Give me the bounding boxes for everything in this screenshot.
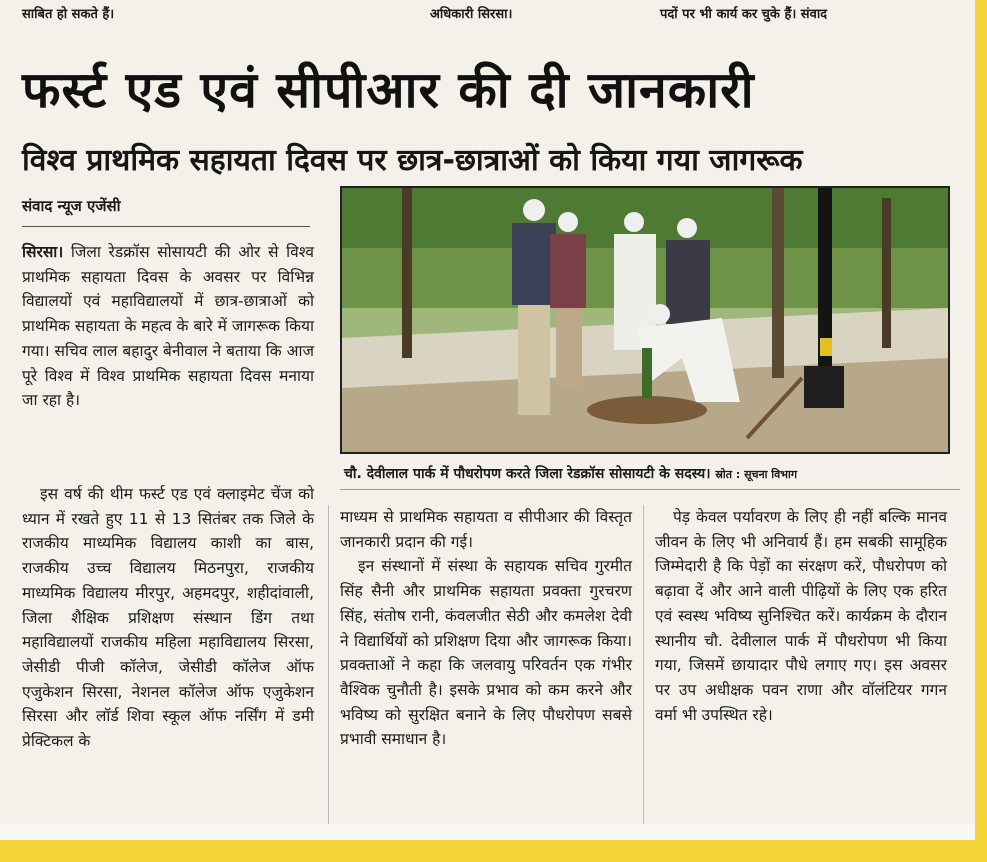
- column-divider: [328, 505, 329, 825]
- top-fragment-middle: अधिकारी सिरसा।: [430, 7, 513, 22]
- paragraph-2: इस वर्ष की थीम फर्स्ट एड एवं क्लाइमेट चेंज को ध्यान में रखते हुए 11 से 13 सितंबर तक जिले के राजकीय माध्यमिक विद्यालय काशी का बास, राजकीय उच्च विद्यालय मिठनपुरा, राजकीय माध्यमिक विद्यालय मीरपुर, अहमदपुर, शहीदांवाली, जिला शैक्षिक प्रशिक्षण संस्थान डिंग तथा महाविद्यालयों राजकीय महिला महाविद्यालय सिरसा, जेसीडी पीजी कॉलेज, जेसीडी कॉलेज ऑफ एजुकेशन सिरसा, नेशनल कॉलेज ऑफ एजुकेशन सिरसा और लॉर्ड शिवा स्कूल ऑफ नर्सिंग में डमी प्रेक्टिकल के: [22, 485, 314, 751]
- paragraph-5: पेड़ केवल पर्यावरण के लिए ही नहीं बल्कि मानव जीवन के लिए भी अनिवार्य हैं। हम सबकी सामूहिक जिम्मेदारी है कि पेड़ों का संरक्षण करें, पौधरोपण को बढ़ावा दें और आने वाली पीढ़ियों के लिए एक हरित एवं स्वस्थ भविष्य सुनिश्चित करें। कार्यक्रम के दौरान स्थानीय चौ. देवीलाल पार्क में पौधरोपण भी किया गया, जिसमें छायादार पौधे लगाए गए। इस अवसर पर उप अधीक्षक पवन राणा और वॉलंटियर गगन वर्मा भी उपस्थित रहे।: [655, 508, 947, 724]
- byline: संवाद न्यूज एजेंसी: [22, 197, 121, 215]
- column-divider: [643, 505, 644, 825]
- paragraph-3: माध्यम से प्राथमिक सहायता व सीपीआर की विस्तृत जानकारी प्रदान की गई।: [340, 508, 632, 551]
- dateline: सिरसा।: [22, 243, 64, 261]
- photo-caption: [340, 458, 960, 490]
- right-border: [975, 0, 987, 862]
- top-fragment-right: पदों पर भी कार्य कर चुके हैं। संवाद: [660, 7, 828, 22]
- subheadline: विश्व प्राथमिक सहायता दिवस पर छात्र-छात्राओं को किया गया जागरूक: [22, 143, 803, 178]
- paragraph-4: इन संस्थानों में संस्था के सहायक सचिव गुरमीत सिंह सैनी और प्राथमिक सहायता प्रवक्ता गुरचरण सिंह, संतोष रानी, कंवलजीत सेठी और कमलेश देवी ने विद्यार्थियों को प्रशिक्षण दिया और जागरूक किया। प्रवक्ताओं ने कहा कि जलवायु परिवर्तन एक गंभीर वैश्विक चुनौती है। इसके प्रभाव को कम करने और भविष्य को सुरक्षित बनाने के लिए पौधरोपण सबसे प्रभावी समाधान है।: [340, 557, 632, 749]
- photo-credit: स्रोत : सूचना विभाग: [715, 468, 798, 481]
- byline-divider: [22, 226, 310, 227]
- column-2: [340, 505, 632, 752]
- previous-article-strip: [0, 0, 975, 38]
- column-1-bottom: [22, 482, 314, 754]
- paragraph-1: जिला रेडक्रॉस सोसायटी की ओर से विश्व प्राथमिक सहायता दिवस के अवसर पर विभिन्न विद्यालयों एवं महाविद्यालयों में छात्र-छात्राओं को प्राथमिक सहायता के महत्व के बारे में जागरूक किया गया। सचिव लाल बहादुर बेनीवाल ने बताया कि आज पूरे विश्व में विश्व प्राथमिक सहायता दिवस मनाया जा रहा है।: [22, 243, 314, 410]
- column-3: [655, 505, 947, 727]
- bottom-border: [0, 840, 987, 862]
- page-bottom-margin: [0, 824, 987, 840]
- column-1-top: [22, 240, 314, 413]
- news-photo: [340, 186, 950, 454]
- headline: फर्स्ट एड एवं सीपीआर की दी जानकारी: [22, 61, 755, 119]
- caption-text: चौ. देवीलाल पार्क में पौधरोपण करते जिला रेडक्रॉस सोसायटी के सदस्य।: [344, 466, 711, 482]
- top-fragment-left: साबित हो सकते हैं।: [22, 7, 115, 22]
